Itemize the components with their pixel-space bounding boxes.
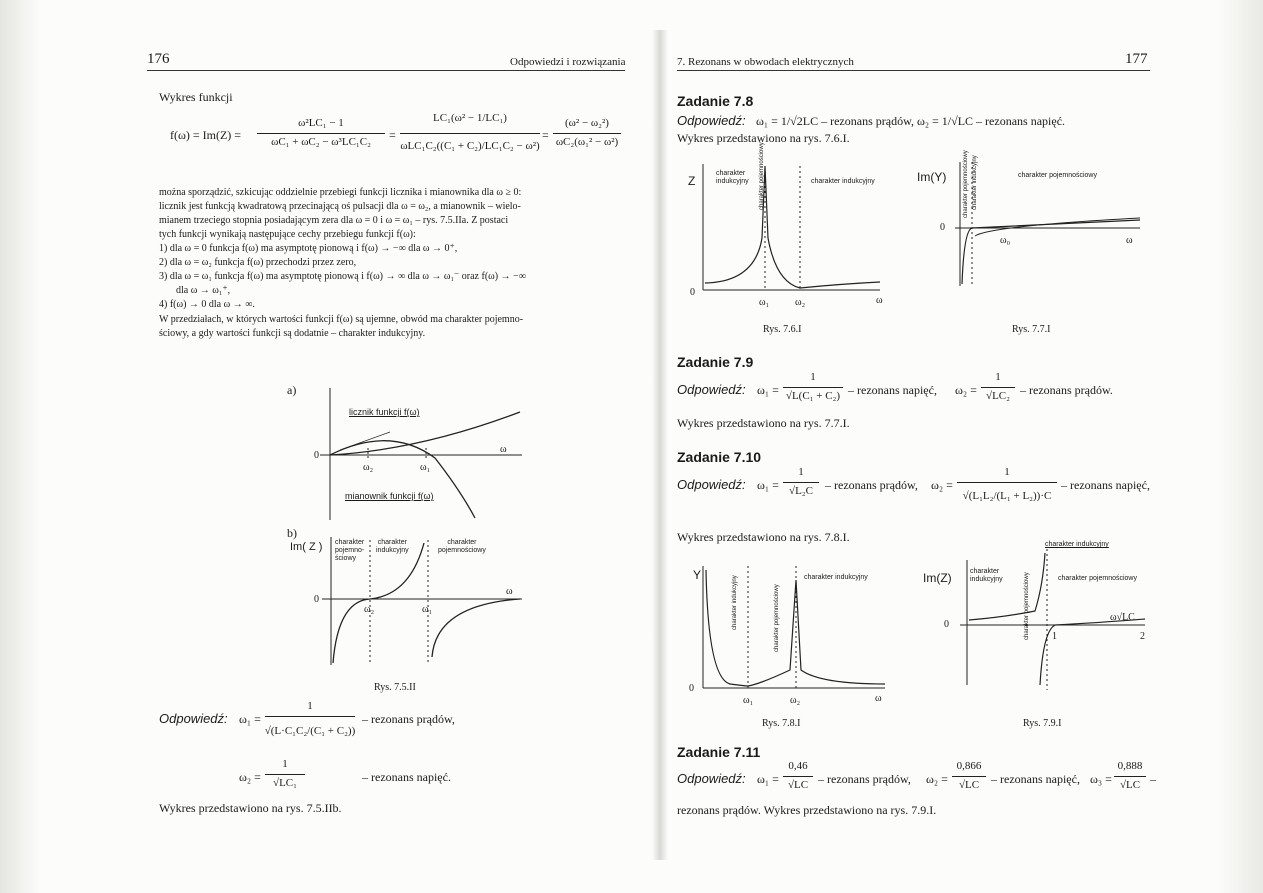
fig-781-ylabel: Y bbox=[693, 568, 702, 582]
formula-f3-bar bbox=[553, 133, 621, 134]
z711-ref: rezonans prądów. Wykres przedstawiono na rys. 7.9.I. bbox=[677, 803, 937, 817]
fig-b-ylabel: Im( Z ) bbox=[290, 541, 323, 553]
fig-a-w1: ω₁ bbox=[420, 462, 431, 473]
fig-791-top: charakter indukcyjny bbox=[1045, 541, 1109, 548]
z711-w2-num: 0,866 bbox=[956, 760, 982, 772]
fig-781-w1: ω₁ bbox=[743, 695, 754, 706]
z710-title: Zadanie 7.10 bbox=[677, 449, 762, 465]
formula-f1-num: ω²LC₁ − 1 bbox=[298, 117, 344, 129]
fig-761-ind2: charakter indukcyjny bbox=[811, 178, 875, 185]
z711-w2-bar bbox=[952, 776, 986, 777]
list-item: 4) f(ω) → 0 dla ω → ∞. bbox=[159, 299, 255, 310]
formula-f2-bar bbox=[400, 133, 540, 134]
z711-w3-bar bbox=[1114, 776, 1146, 777]
z79-w2-num: 1 bbox=[995, 371, 1001, 383]
fig-791-zero: 0 bbox=[944, 619, 949, 630]
fig-791-curve-2 bbox=[1040, 619, 1145, 685]
z710-w1-den: √L₂C bbox=[789, 485, 813, 497]
left-page-number: 176 bbox=[147, 51, 170, 67]
fig-781-w2: ω₂ bbox=[790, 695, 801, 706]
z78-answer-label: Odpowiedź: bbox=[677, 113, 746, 128]
answer-w2-bar bbox=[265, 774, 305, 775]
formula-eq1: = bbox=[389, 128, 396, 142]
fig-781-v1: charakter indukcyjny bbox=[732, 575, 738, 630]
formula-f2-num: LC₁(ω² − 1/LC₁) bbox=[433, 112, 507, 124]
fig-b-curve-2 bbox=[432, 599, 520, 657]
z710-w2-lhs: ω₂ = bbox=[931, 478, 953, 492]
fig-761-caption: Rys. 7.6.I bbox=[763, 324, 802, 335]
fig-791-vtext: charakter pojemnościowy bbox=[1024, 572, 1030, 640]
z711-w3-lhs: ω₃ = bbox=[1090, 772, 1112, 786]
fig-a-numerator-label: licznik funkcji f(ω) bbox=[349, 407, 420, 417]
z711-w1-text: – rezonans prądów, bbox=[818, 772, 911, 786]
z79-w1-den: √L(C₁ + C₂) bbox=[785, 390, 841, 402]
z79-ref: Wykres przedstawiono na rys. 7.7.I. bbox=[677, 416, 850, 430]
list-item: dla ω → ω₁⁺, bbox=[176, 285, 231, 296]
fig-771-w0: ω₀ bbox=[1000, 235, 1011, 246]
answer-w1-lhs: ω₁ = bbox=[239, 712, 261, 726]
z79-w1-text: – rezonans napięć, bbox=[848, 383, 937, 397]
fig-781-omega: ω bbox=[875, 693, 882, 704]
z710-w2-text: – rezonans napięć, bbox=[1061, 478, 1150, 492]
fig-771-poj: charakter pojemnościowy bbox=[1018, 172, 1097, 179]
z79-w1-num: 1 bbox=[810, 371, 816, 383]
formula-f2-den: ωLC₁C₂((C₁ + C₂)/LC₁C₂ − ω²) bbox=[400, 140, 540, 152]
fig-761-w2: ω₂ bbox=[795, 297, 806, 308]
fig-b-region2: charakter indukcyjny bbox=[376, 539, 409, 554]
formula-f1-den: ωC₁ + ωC₂ − ω³LC₁C₂ bbox=[271, 136, 371, 148]
fig-a-omega: ω bbox=[500, 444, 507, 455]
z79-w2-text: – rezonans prądów. bbox=[1020, 383, 1113, 397]
fig-791-caption: Rys. 7.9.I bbox=[1023, 718, 1062, 729]
z711-w1-lhs: ω₁ = bbox=[757, 772, 779, 786]
z710-w2-den: √(L₁L₂/(L₁ + L₂))·C bbox=[962, 490, 1052, 502]
z710-ref: Wykres przedstawiono na rys. 7.8.I. bbox=[677, 530, 850, 544]
book-gutter bbox=[652, 30, 668, 860]
z711-w3-den: √LC bbox=[1119, 779, 1141, 791]
fig-75-caption: Rys. 7.5.II bbox=[374, 682, 416, 693]
fig-771-omega: ω bbox=[1126, 235, 1133, 246]
list-item: 3) dla ω = ω₁ funkcja f(ω) ma asymptotę pionową i f(ω) → ∞ dla ω → ω₁⁻ oraz f(ω) → −∞ bbox=[159, 271, 526, 282]
fig-761-omega: ω bbox=[876, 295, 883, 306]
fig-761-w1: ω₁ bbox=[759, 297, 770, 308]
paragraph-line: tych funkcji wynikają następujące cechy przebiegu funkcji f(ω): bbox=[159, 229, 416, 240]
left-footer-text: Wykres przedstawiono na rys. 7.5.IIb. bbox=[159, 801, 342, 815]
fig-b-w1: ω₁ bbox=[422, 604, 433, 615]
closing-line: ściowy, a gdy wartości funkcji są dodatnie – charakter indukcyjny. bbox=[159, 328, 426, 339]
answer-w1-bar bbox=[265, 716, 355, 717]
z79-w2-bar bbox=[981, 387, 1015, 388]
paragraph-line: mianem trzeciego stopnia posiadającym zera dla ω = 0 i ω = ω₁ – rys. 7.5.IIa. Z postaci bbox=[159, 215, 509, 226]
z710-w1-lhs: ω₁ = bbox=[757, 478, 779, 492]
fig-761-ind1: charakter indukcyjny bbox=[716, 170, 749, 185]
fig-791-ind: charakter indukcyjny bbox=[970, 568, 1003, 583]
formula-f3-den: ωC₂(ω₁² − ω²) bbox=[555, 136, 619, 148]
fig-b-w2: ω₂ bbox=[364, 604, 375, 615]
fig-a-w2: ω₂ bbox=[363, 462, 374, 473]
fig-a-zero: 0 bbox=[314, 450, 319, 461]
z79-w1-lhs: ω₁ = bbox=[757, 383, 779, 397]
z710-w1-text: – rezonans prądów, bbox=[825, 478, 918, 492]
z79-w2-lhs: ω₂ = bbox=[955, 383, 977, 397]
fig-b-label: b) bbox=[287, 526, 297, 540]
z711-w1-num: 0,46 bbox=[788, 760, 808, 772]
fig-b-zero: 0 bbox=[314, 594, 319, 605]
answer-w2-num: 1 bbox=[282, 758, 288, 770]
formula-eq2: = bbox=[542, 128, 549, 142]
fig-b-region1: charakter pojemno- ściowy bbox=[335, 539, 365, 562]
fig-791-xlabel: ω√LC bbox=[1110, 612, 1135, 623]
fig-791-poj: charakter pojemnościowy bbox=[1058, 575, 1137, 582]
z711-title: Zadanie 7.11 bbox=[677, 744, 761, 760]
formula-f3-num: (ω² − ω₂²) bbox=[565, 117, 609, 129]
z78-title: Zadanie 7.8 bbox=[677, 93, 754, 109]
fig-a-label: a) bbox=[287, 383, 297, 397]
z711-w3-num: 0,888 bbox=[1117, 760, 1143, 772]
answer-w1-text: – rezonans prądów, bbox=[362, 712, 455, 726]
answer-w2-lhs: ω₂ = bbox=[239, 770, 261, 784]
list-item: 1) dla ω = 0 funkcja f(ω) ma asymptotę pionową i f(ω) → −∞ dla ω → 0⁺, bbox=[159, 243, 458, 254]
fig-781-ind: charakter indukcyjny bbox=[804, 574, 868, 581]
z79-answer-label: Odpowiedź: bbox=[677, 382, 746, 397]
paragraph-line: można sporządzić, szkicując oddzielnie przebiegi funkcji licznika i mianownika dla ω ≥ 0: bbox=[159, 187, 522, 198]
fig-b-region3: charakter pojemnościowy bbox=[438, 539, 486, 554]
fig-761-poj: charakter pojemnościowy bbox=[759, 142, 765, 210]
fig-791-one: 1 bbox=[1052, 631, 1057, 642]
right-page-number: 177 bbox=[1125, 51, 1148, 67]
right-header-rule bbox=[677, 70, 1150, 71]
z78-answer-text: ω₁ = 1/√2LC – rezonans prądów, ω₂ = 1/√LC – rezonans napięć. bbox=[756, 114, 1066, 128]
fig-a-denominator-curve bbox=[330, 441, 475, 518]
fig-771-vtext2: charakter indukcyjny bbox=[972, 155, 978, 210]
answer-w1-num: 1 bbox=[307, 700, 313, 712]
z711-w2-text: – rezonans napięć, bbox=[991, 772, 1080, 786]
z711-w1-den: √LC bbox=[787, 779, 809, 791]
fig-b-omega: ω bbox=[506, 586, 513, 597]
z710-w2-bar bbox=[957, 482, 1057, 483]
fig-791-ylabel: Im(Z) bbox=[923, 571, 952, 585]
left-running-header: Odpowiedzi i rozwiązania bbox=[510, 56, 626, 68]
fig-761-zero: 0 bbox=[690, 287, 695, 298]
intro-text: Wykres funkcji bbox=[159, 90, 233, 104]
formula-lhs: f(ω) = Im(Z) = bbox=[170, 128, 242, 142]
z711-w3-text: – bbox=[1150, 772, 1156, 786]
fig-a-graph bbox=[300, 380, 530, 525]
right-running-header: 7. Rezonans w obwodach elektrycznych bbox=[677, 56, 854, 68]
z79-w2-den: √LC₂ bbox=[986, 390, 1010, 402]
z711-w2-lhs: ω₂ = bbox=[926, 772, 948, 786]
z710-answer-label: Odpowiedź: bbox=[677, 477, 746, 492]
answer-label: Odpowiedź: bbox=[159, 711, 228, 726]
z711-w1-bar bbox=[783, 776, 813, 777]
z710-w1-num: 1 bbox=[798, 466, 804, 478]
answer-w1-den: √(L·C₁C₂/(C₁ + C₂)) bbox=[264, 725, 356, 737]
page-shadow-left bbox=[0, 0, 40, 893]
fig-771-caption: Rys. 7.7.I bbox=[1012, 324, 1051, 335]
left-header-rule bbox=[147, 70, 625, 71]
fig-781-v2: charakter pojemnościowy bbox=[774, 584, 780, 652]
list-item: 2) dla ω = ω₂ funkcja f(ω) przechodzi przez zero, bbox=[159, 257, 357, 268]
fig-771-curve-1 bbox=[962, 220, 1140, 284]
paragraph-line: licznik jest funkcją kwadratową przecinającą oś pulsacji dla ω = ω₂, a mianownik – wielo- bbox=[159, 201, 521, 212]
z78-ref: Wykres przedstawiono na rys. 7.6.I. bbox=[677, 131, 850, 145]
answer-w2-den: √LC₁ bbox=[273, 777, 297, 789]
closing-line: W przedziałach, w których wartości funkcji f(ω) są ujemne, obwód ma charakter pojemno- bbox=[159, 314, 524, 325]
page-shadow-right bbox=[1218, 0, 1263, 893]
z710-w1-bar bbox=[783, 482, 819, 483]
fig-781-caption: Rys. 7.8.I bbox=[762, 718, 801, 729]
z710-w2-num: 1 bbox=[1004, 466, 1010, 478]
formula-f1-bar bbox=[257, 133, 385, 134]
fig-771-zero: 0 bbox=[940, 222, 945, 233]
fig-a-denominator-label: mianownik funkcji f(ω) bbox=[345, 491, 434, 501]
z711-w2-den: √LC bbox=[958, 779, 980, 791]
fig-781-zero: 0 bbox=[689, 683, 694, 694]
z711-answer-label: Odpowiedź: bbox=[677, 771, 746, 786]
fig-771-ylabel: Im(Y) bbox=[917, 170, 947, 184]
fig-771-vtext1: charakter pojemnościowy bbox=[963, 150, 969, 218]
z79-title: Zadanie 7.9 bbox=[677, 354, 754, 370]
fig-761-ylabel: Z bbox=[688, 174, 696, 188]
answer-w2-text: – rezonans napięć. bbox=[362, 770, 451, 784]
fig-791-two: 2 bbox=[1140, 631, 1145, 642]
z79-w1-bar bbox=[783, 387, 843, 388]
